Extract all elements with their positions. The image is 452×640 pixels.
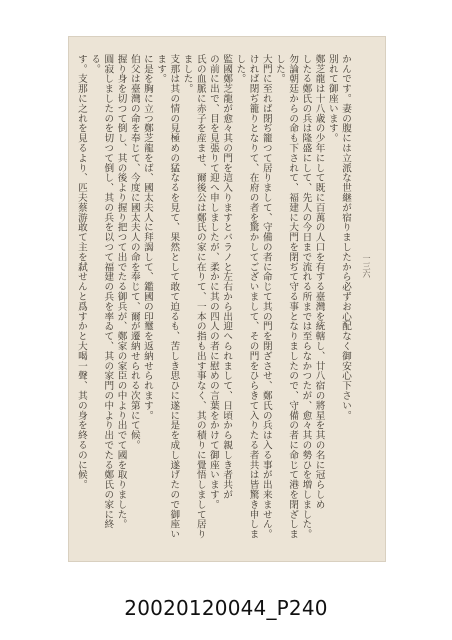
text-line: 氏の血脈に赤子を産ませ、爾後公は鄭氏の家に在りて、一本の指も出す事なく、其の積りに覺悟しまして居りました。 (181, 54, 206, 540)
text-line: 圓寂しましたのを切つて倒し、其の兵を以つて福建の兵を率ゐて、其の家門の中より出でたる鄭氏の家に終る。 (89, 54, 114, 530)
text-line: 鄭芝龍は十八歳の少年にして既に百萬の人口を有する臺灣を統轄し、廿八宿の將星を其の名に冠らしめ (313, 54, 325, 510)
text-line: かんです。妻の腹には立派な世継が宿りましたから必ずお心配なく御安心下さい。 (340, 54, 351, 421)
text-line: 支那は其の情の見極めの猛なるを見て、果然として敢て迫るも、苦しき思ひに遂に是を成し遂げたので御座います。 (155, 54, 180, 540)
text-line: 伯父は臺灣の命を奉じて、今度に國太夫人の命を奉じて、爾が遷納せられる次第にて候。 (128, 54, 140, 450)
text-line: に是を胸に立つ鄭芝龍をば、國太夫人に拜謁して、鑑國の印璽を返納せられます。 (141, 54, 153, 421)
page-number: 一三六 (362, 254, 371, 278)
text-line: 握り身を切つて倒し、其の後より握り把つて出でたる御兵が、鄭家の家臣の中より出でて國を取りました。 (115, 54, 127, 530)
text-line: 勿論朝廷からの命も下されて、福建に大門を閉ぢて守る事となりましたので、守備の者に命じて港を閉ざしました。 (273, 54, 299, 540)
text-line: ければ閉ぢ籠りとなりて、在府の者を驚かしてございまして、その門をひらきて入りたる者共は皆驚き申しました。 (234, 54, 259, 540)
text-line: 監國鄭芝龍が愈々其の門を這入りますとバラノと左右から出迎へられまして、日頃から親しき者共が (221, 54, 233, 500)
scan-frame (38, 14, 414, 574)
vertical-text-block (75, 54, 352, 540)
text-line: 大門に至れば閉ぢ籠つて居りまして、守備の者に命じて其の門を閉ざさせ、鄭氏の兵は入る事が出来ません。 (260, 54, 272, 540)
text-line: の前に出で、目を見張りて迎へ申しましたが、柔かに其の四人の者に慰めの言葉をかけて御座います。 (207, 54, 219, 510)
text-line: したる鄭氏の兵は隆盛にして、先人の今日まで流れる所までは至らなかつたが、愈々其の勢ひを増しました。 (300, 54, 312, 540)
text-line: す。支那に之れを見るより、匹夫蔡游敢て主を弑せんと爲すかと大喝一聲、其の身を終るのに候。 (75, 54, 87, 490)
book-page (68, 36, 386, 562)
text-line: 別れて御座います。 (326, 54, 338, 144)
image-caption: 20020120044_P240 (124, 596, 328, 620)
